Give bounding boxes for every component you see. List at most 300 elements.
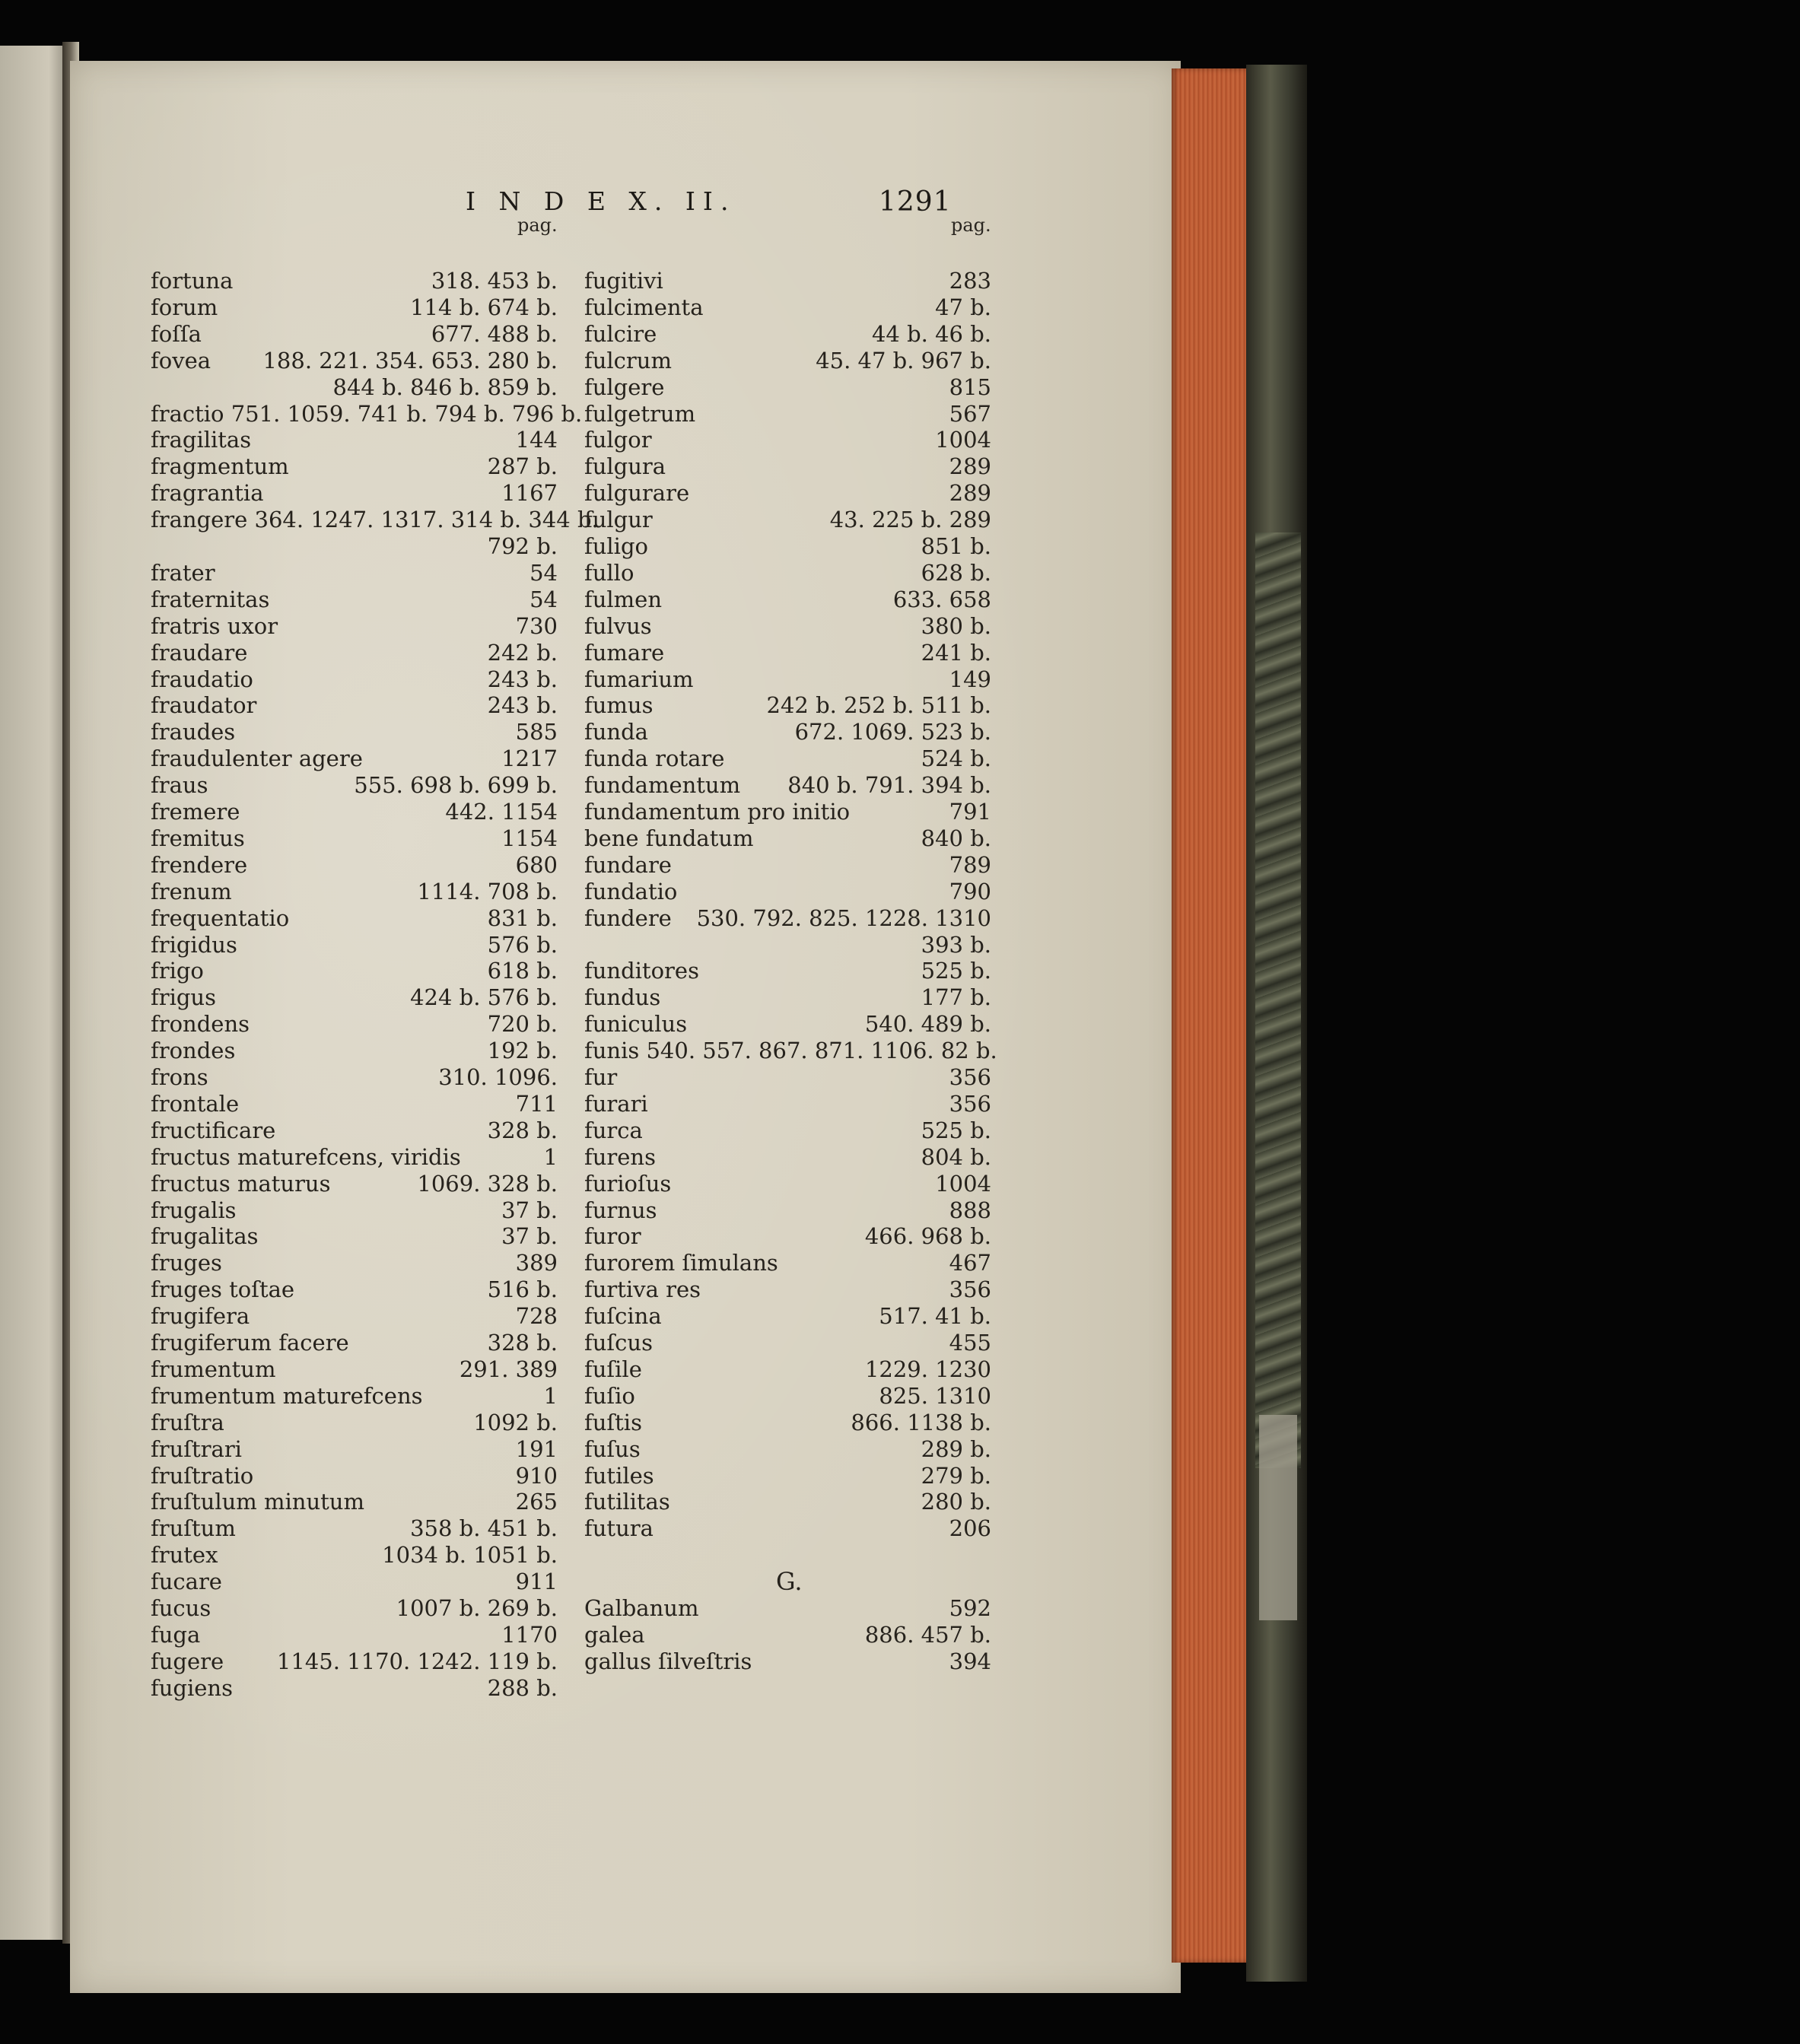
index-entry — [584, 745, 991, 773]
index-page-refs: 1004 — [935, 1170, 991, 1197]
index-entry — [584, 1250, 991, 1277]
index-page-refs: 540. 489 b. — [864, 1011, 991, 1038]
index-page-refs: 265 — [515, 1489, 558, 1515]
index-entry — [151, 560, 558, 587]
index-page-refs: 1229. 1230 — [864, 1356, 991, 1382]
index-entry — [584, 453, 991, 481]
index-term: fucus — [151, 1595, 211, 1621]
index-term: frugifera — [151, 1303, 250, 1330]
index-page-refs: 289 — [949, 480, 991, 507]
index-entry — [151, 427, 558, 454]
index-term: fremere — [151, 799, 240, 825]
index-page-refs: 242 b. — [487, 639, 558, 666]
index-page-refs: 328 b. — [487, 1330, 558, 1356]
red-page-edges — [1172, 68, 1255, 1963]
index-term: fuga — [151, 1621, 201, 1648]
index-page-refs: 886. 457 b. — [864, 1621, 991, 1648]
index-entry — [151, 294, 558, 322]
index-page-refs: 114 b. 674 b. — [410, 294, 558, 320]
index-entry — [584, 1383, 991, 1410]
index-page-refs: 328 b. — [487, 1117, 558, 1143]
index-entry — [584, 772, 991, 799]
index-page-refs: 1069. 328 b. — [417, 1170, 558, 1197]
index-page-refs: 525 b. — [921, 958, 991, 984]
index-page-refs: 592 — [949, 1595, 991, 1621]
index-entry — [151, 745, 558, 773]
index-entry — [584, 1197, 991, 1225]
index-page-refs: 628 b. — [921, 559, 991, 586]
index-page-refs: 524 b. — [921, 745, 991, 772]
index-term: frugalitas — [151, 1223, 259, 1250]
index-term: frugalis — [151, 1197, 237, 1223]
index-term: fovea — [151, 347, 211, 374]
index-entry — [151, 613, 558, 641]
index-term: fulgetrum — [584, 400, 696, 427]
index-entry — [151, 1117, 558, 1145]
index-term: fundamentum pro initio — [584, 799, 851, 825]
index-entry — [151, 905, 558, 933]
index-page-refs: 792 b. — [487, 533, 558, 559]
index-entry — [151, 1276, 558, 1304]
index-term: funda rotare — [584, 745, 725, 772]
index-term: fraudulenter agere — [151, 745, 363, 772]
index-entry — [584, 1463, 991, 1490]
index-entry — [151, 1303, 558, 1330]
index-term: bene fundatum — [584, 825, 754, 851]
index-entry — [151, 321, 558, 348]
index-term: fundamentum — [584, 772, 741, 799]
index-term: frendere — [151, 851, 248, 878]
index-page-refs: 517. 41 b. — [879, 1303, 991, 1330]
index-term: fulmen — [584, 586, 663, 612]
index-page-refs: 206 — [949, 1515, 991, 1542]
index-page-refs: 910 — [515, 1462, 558, 1489]
index-page-refs: 911 — [515, 1569, 558, 1595]
index-term: fruſtum — [151, 1515, 236, 1542]
index-entry — [151, 348, 558, 375]
index-entry — [151, 1197, 558, 1225]
page-number: 1291 — [879, 186, 952, 218]
index-term: fuſio — [584, 1382, 635, 1409]
index-entry — [584, 1171, 991, 1198]
index-term: fruſtrari — [151, 1435, 242, 1462]
index-page-refs: 289 b. — [921, 1435, 991, 1462]
index-term: fremitus — [151, 825, 245, 851]
index-term: frigidus — [151, 931, 237, 958]
index-entry — [151, 640, 558, 667]
index-term: frigus — [151, 984, 216, 1011]
index-page-refs: 144 — [515, 427, 558, 453]
index-entry — [151, 666, 558, 694]
index-term: fulcimenta — [584, 294, 704, 320]
index-term: frons — [151, 1064, 208, 1090]
index-term: fractio 751. 1059. 741 b. 794 b. 796 b. — [151, 400, 583, 427]
index-term: fruges — [151, 1250, 222, 1276]
index-page-refs: 825. 1310 — [879, 1382, 991, 1409]
index-entry — [151, 1250, 558, 1277]
index-term: fraudare — [151, 639, 248, 666]
index-entry — [584, 294, 991, 322]
index-page-refs: 815 — [949, 374, 991, 400]
index-page-refs: 177 b. — [921, 984, 991, 1011]
index-entry — [584, 613, 991, 641]
index-entry — [584, 666, 991, 694]
index-page-refs: 618 b. — [487, 958, 558, 984]
index-term: frigo — [151, 958, 204, 984]
section-letter-heading: G. — [776, 1567, 803, 1596]
index-entry — [151, 1515, 558, 1543]
index-term: futura — [584, 1515, 654, 1542]
index-term: furens — [584, 1143, 656, 1170]
index-entry — [584, 507, 991, 534]
index-page-refs: 680 — [515, 851, 558, 878]
index-entry — [151, 507, 599, 534]
index-page-refs: 37 b. — [501, 1223, 558, 1250]
index-entry — [584, 1303, 991, 1330]
index-page-refs: 54 — [530, 586, 558, 612]
index-page-refs: 844 b. 846 b. 859 b. — [332, 374, 558, 400]
index-page-refs: 283 — [949, 268, 991, 294]
index-term: fulgura — [584, 453, 666, 480]
index-page-refs: 804 b. — [921, 1143, 991, 1170]
index-page-refs: 44 b. 46 b. — [871, 320, 991, 347]
index-term: furorem ſimulans — [584, 1250, 778, 1276]
index-term: fullo — [584, 559, 634, 586]
index-page-refs: 728 — [515, 1303, 558, 1330]
index-page-refs: 567 — [949, 400, 991, 427]
index-term: fuligo — [584, 533, 648, 559]
index-entry — [584, 533, 991, 561]
index-page-refs: 791 — [949, 799, 991, 825]
index-entry — [151, 1436, 558, 1464]
index-term: fulgur — [584, 507, 653, 533]
index-page-refs: 831 b. — [487, 904, 558, 931]
index-term: frater — [151, 559, 215, 586]
index-page-refs: 530. 792. 825. 1228. 1310 — [696, 904, 991, 931]
index-page-refs: 288 b. — [487, 1674, 558, 1701]
index-entry — [151, 1356, 558, 1384]
index-entry — [151, 1410, 558, 1437]
right-pag-label: pag. — [951, 215, 991, 236]
index-term: fruſtulum minutum — [151, 1489, 364, 1515]
index-page-refs: 840 b. — [921, 825, 991, 851]
index-page-refs: 394 — [949, 1648, 991, 1674]
index-term: fragrantia — [151, 480, 264, 507]
index-term: galea — [584, 1621, 645, 1648]
index-term: fraternitas — [151, 586, 270, 612]
index-term: fundus — [584, 984, 661, 1011]
index-entry — [584, 879, 991, 906]
index-page-refs: 1 — [543, 1382, 558, 1409]
index-entry — [151, 1011, 558, 1038]
index-page-refs: 585 — [515, 719, 558, 745]
index-page-refs: 243 b. — [487, 666, 558, 692]
index-entry — [584, 852, 991, 879]
index-entry — [584, 1038, 997, 1065]
index-page-refs: 866. 1138 b. — [851, 1409, 991, 1435]
index-term: forum — [151, 294, 218, 320]
index-term: frenum — [151, 878, 232, 904]
index-term: fulgor — [584, 427, 652, 453]
index-page-refs: 380 b. — [921, 612, 991, 639]
index-page-refs: 720 b. — [487, 1011, 558, 1038]
index-entry — [151, 932, 558, 959]
index-entry — [584, 1117, 991, 1145]
index-entry — [584, 1489, 991, 1516]
index-page-refs: 677. 488 b. — [431, 320, 558, 347]
index-term: fulcire — [584, 320, 657, 347]
index-page-refs: 280 b. — [921, 1489, 991, 1515]
index-page-refs: 1145. 1170. 1242. 119 b. — [276, 1648, 558, 1674]
index-term: frondes — [151, 1038, 236, 1064]
index-term: fuſtis — [584, 1409, 642, 1435]
index-page-refs: 241 b. — [921, 639, 991, 666]
index-entry — [151, 1489, 558, 1516]
index-page-refs: 287 b. — [487, 453, 558, 480]
index-page-refs: 1004 — [935, 427, 991, 453]
index-page-refs: 389 — [515, 1250, 558, 1276]
index-term: fructus maturefcens, viridis — [151, 1143, 461, 1170]
index-term: fumarium — [584, 666, 694, 692]
index-page-refs: 242 b. 252 b. 511 b. — [766, 692, 991, 719]
index-entry — [584, 1223, 991, 1251]
index-page-refs: 1092 b. — [473, 1409, 558, 1435]
index-page-refs: 516 b. — [487, 1276, 558, 1303]
index-entry — [151, 453, 558, 481]
index-entry — [151, 1622, 558, 1649]
index-term: fortuna — [151, 268, 234, 294]
index-page-refs: 790 — [949, 878, 991, 904]
index-term: fructus maturus — [151, 1170, 331, 1197]
index-page-refs: 455 — [949, 1330, 991, 1356]
index-entry — [151, 692, 558, 720]
index-page-refs: 789 — [949, 851, 991, 878]
index-entry — [584, 427, 991, 454]
index-term: fuſcus — [584, 1330, 653, 1356]
index-term: fruſtratio — [151, 1462, 254, 1489]
index-term: Galbanum — [584, 1595, 699, 1621]
index-entry — [151, 1091, 558, 1118]
index-entry — [584, 586, 991, 614]
index-term: foſſa — [151, 320, 202, 347]
index-entry — [151, 1569, 558, 1596]
index-term: fuſcina — [584, 1303, 662, 1330]
index-page-refs: 1007 b. 269 b. — [396, 1595, 558, 1621]
index-entry — [584, 348, 991, 375]
index-page-refs: 191 — [515, 1435, 558, 1462]
index-entry — [584, 321, 991, 348]
index-entry — [584, 932, 991, 959]
index-entry — [584, 1330, 991, 1357]
index-page-refs: 1167 — [501, 480, 558, 507]
index-term: furnus — [584, 1197, 657, 1223]
index-term: fundatio — [584, 878, 678, 904]
index-page-refs: 442. 1154 — [445, 799, 558, 825]
index-page-refs: 291. 389 — [459, 1356, 558, 1382]
index-term: frontale — [151, 1090, 240, 1117]
index-page-refs: 730 — [515, 612, 558, 639]
index-page-refs: 1154 — [501, 825, 558, 851]
index-page-refs: 45. 47 b. 967 b. — [816, 347, 991, 374]
index-term: funda — [584, 719, 648, 745]
index-entry — [584, 1410, 991, 1437]
index-term: frutex — [151, 1542, 218, 1569]
index-entry — [151, 1648, 558, 1676]
index-term: futiles — [584, 1462, 654, 1489]
index-entry — [584, 401, 991, 428]
index-entry — [584, 1648, 991, 1676]
index-term: fruſtra — [151, 1409, 224, 1435]
index-entry — [151, 400, 583, 428]
index-entry — [151, 1144, 558, 1171]
index-term: fugiens — [151, 1674, 233, 1701]
index-entry — [584, 958, 991, 985]
index-entry — [151, 958, 558, 985]
index-page-refs: 711 — [515, 1090, 558, 1117]
index-term: fruges toſtae — [151, 1276, 295, 1303]
index-page-refs: 356 — [949, 1064, 991, 1090]
index-term: fumus — [584, 692, 654, 719]
index-page-refs: 243 b. — [487, 692, 558, 719]
index-entry — [584, 692, 991, 720]
index-entry — [151, 1675, 558, 1702]
index-term: fulgere — [584, 374, 665, 400]
index-page-refs: 37 b. — [501, 1197, 558, 1223]
index-entry — [151, 480, 558, 507]
index-page-refs: 633. 658 — [892, 586, 991, 612]
index-entry — [151, 772, 558, 799]
index-entry — [584, 1436, 991, 1464]
index-page-refs: 1034 b. 1051 b. — [382, 1542, 558, 1569]
index-page-refs: 393 b. — [921, 931, 991, 958]
page-header — [0, 186, 1800, 217]
worn-cover-patch — [1259, 1415, 1297, 1620]
index-entry — [151, 374, 558, 402]
index-entry — [584, 719, 991, 746]
index-page-refs: 43. 225 b. 289 — [829, 507, 991, 533]
index-term: furari — [584, 1090, 648, 1117]
previous-page-edge — [0, 46, 70, 1940]
index-term: funis 540. 557. 867. 871. 1106. 82 b. — [584, 1038, 997, 1064]
index-term: funiculus — [584, 1011, 688, 1038]
index-entry — [151, 879, 558, 906]
index-term: fructificare — [151, 1117, 276, 1143]
index-entry — [151, 586, 558, 614]
index-entry — [584, 1595, 991, 1623]
index-page-refs: 358 b. 451 b. — [410, 1515, 558, 1542]
index-term: furor — [584, 1223, 641, 1250]
index-term: fumare — [584, 639, 665, 666]
index-term: furca — [584, 1117, 643, 1143]
index-term: frequentatio — [151, 904, 290, 931]
index-entry — [584, 640, 991, 667]
index-page-refs: 318. 453 b. — [431, 268, 558, 294]
index-term: fulcrum — [584, 347, 672, 374]
index-entry — [584, 1011, 991, 1038]
index-term: fraudator — [151, 692, 257, 719]
index-term: fratris uxor — [151, 612, 278, 639]
index-entry — [584, 1515, 991, 1543]
index-term: frondens — [151, 1011, 250, 1038]
index-entry — [584, 1091, 991, 1118]
index-entry — [151, 799, 558, 826]
index-entry — [584, 560, 991, 587]
index-page-refs: 525 b. — [921, 1117, 991, 1143]
index-term: fragmentum — [151, 453, 289, 480]
index-page-refs: 149 — [949, 666, 991, 692]
index-term: fundare — [584, 851, 672, 878]
index-term: fucare — [151, 1569, 222, 1595]
index-page-refs: 576 b. — [487, 931, 558, 958]
index-entry — [151, 1171, 558, 1198]
index-term: fuſile — [584, 1356, 642, 1382]
index-page-refs: 1 — [543, 1143, 558, 1170]
index-entry — [584, 268, 991, 295]
index-entry — [151, 1064, 558, 1092]
index-entry — [151, 1463, 558, 1490]
index-term: furtiva res — [584, 1276, 701, 1303]
index-term: frangere 364. 1247. 1317. 314 b. 344 b. — [151, 507, 599, 533]
index-page-refs: 192 b. — [487, 1038, 558, 1064]
index-page-refs: 466. 968 b. — [864, 1223, 991, 1250]
index-entry — [151, 1038, 558, 1065]
index-term: fragilitas — [151, 427, 252, 453]
index-page-refs: 888 — [949, 1197, 991, 1223]
index-entry — [584, 1356, 991, 1384]
index-page-refs: 356 — [949, 1276, 991, 1303]
index-entry — [584, 1542, 991, 1569]
index-term: funditores — [584, 958, 699, 984]
index-page-refs: 851 b. — [921, 533, 991, 559]
index-page-refs: 672. 1069. 523 b. — [794, 719, 991, 745]
index-page-refs: 54 — [530, 559, 558, 586]
index-page-refs: 188. 221. 354. 653. 280 b. — [262, 347, 558, 374]
index-entry — [584, 905, 991, 933]
index-term: furioſus — [584, 1170, 672, 1197]
index-entry — [151, 852, 558, 879]
index-entry — [584, 1622, 991, 1649]
running-title: I N D E X. II. — [466, 186, 736, 216]
index-term: frumentum — [151, 1356, 276, 1382]
index-term: fundere — [584, 904, 672, 931]
index-term: fraudes — [151, 719, 236, 745]
index-page-refs: 555. 698 b. 699 b. — [354, 772, 558, 799]
index-entry — [584, 374, 991, 402]
index-term: fur — [584, 1064, 618, 1090]
index-entry — [151, 825, 558, 853]
index-entry — [584, 1144, 991, 1171]
index-entry — [151, 984, 558, 1012]
index-entry — [584, 984, 991, 1012]
index-term: fugitivi — [584, 268, 663, 294]
index-entry — [584, 825, 991, 853]
index-entry — [584, 799, 991, 826]
marbled-cover-pattern — [1255, 532, 1301, 1468]
index-term: futilitas — [584, 1489, 670, 1515]
index-page-refs: 47 b. — [935, 294, 991, 320]
index-page-refs: 467 — [949, 1250, 991, 1276]
index-page-refs: 424 b. 576 b. — [410, 984, 558, 1011]
index-entry — [151, 1223, 558, 1251]
index-page-refs: 1217 — [501, 745, 558, 772]
index-entry — [584, 1064, 991, 1092]
index-page-refs: 289 — [949, 453, 991, 480]
index-entry — [151, 1383, 558, 1410]
index-entry — [151, 719, 558, 746]
index-entry — [151, 533, 558, 561]
index-entry — [151, 1595, 558, 1623]
index-page-refs: 356 — [949, 1090, 991, 1117]
